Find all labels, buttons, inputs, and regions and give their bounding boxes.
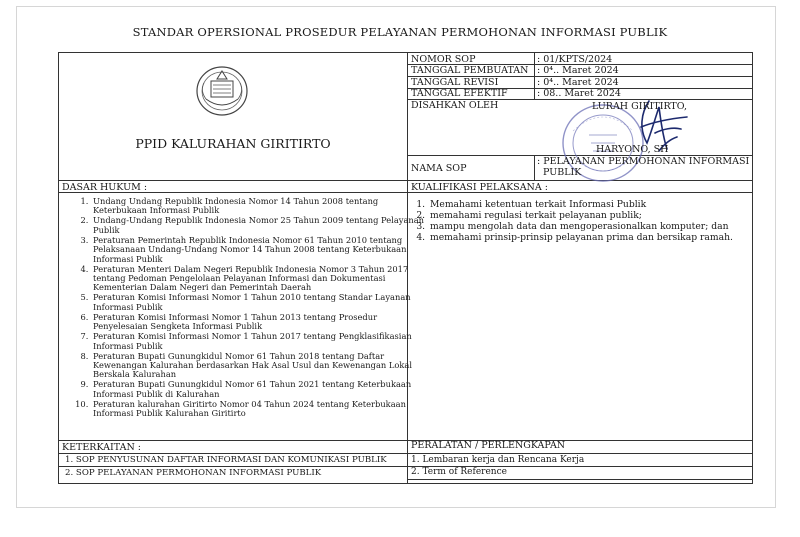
list-item: 1. Memahami ketentuan terkait Informasi Publik [428, 199, 758, 210]
organization-name: PPID KALURAHAN GIRITIRTO [135, 136, 331, 151]
kualifikasi-list [412, 199, 758, 243]
list-item: 8. Peraturan Bupati Gunungkidul Nomor 61 Tahun 2018 tentang Daftar Kewenangan Kalurahan berdasarkan Hak Asal Usul dan Kewenangan Lokal Berskala Kalurahan [91, 352, 433, 380]
sop-name-value-cont: PUBLIK [543, 167, 582, 178]
list-item: 7. Peraturan Komisi Informasi Nomor 1 Tahun 2017 tentang Pengklasifikasian Informasi Publik [91, 332, 433, 351]
list-item: 3. mampu mengolah data dan mengoperasionalkan komputer; dan [428, 221, 758, 232]
approval-position: LURAH GIRITIRTO, [592, 101, 688, 112]
approval-label: DISAHKAN OLEH [411, 100, 499, 111]
list-item: 3. Peraturan Pemerintah Republik Indonesia Nomor 61 Tahun 2010 tentang Pelaksanaan Undang-Undang Nomor 14 Tahun 2008 tentang Keterbukaan Informasi Publik [91, 236, 433, 264]
list-item: 4. Peraturan Menteri Dalam Negeri Republik Indonesia Nomor 3 Tahun 2017 tentang Pedoman Pengelolaan Pelayanan Informasi dan Dokumentasi Kementerian Dalam Negeri dan Pemerintah Daerah [91, 265, 433, 293]
meta-label-pembuatan: TANGGAL PEMBUATAN [411, 65, 529, 76]
peralatan-heading: PERALATAN / PERLENGKAPAN [411, 440, 566, 451]
sop-name-value: : PELAYANAN PERMOHONAN INFORMASI [537, 156, 750, 167]
dasar-hukum-heading: DASAR HUKUM : [62, 182, 148, 193]
sop-table [58, 52, 753, 484]
list-item: 5. Peraturan Komisi Informasi Nomor 1 Tahun 2010 tentang Standar Layanan Informasi Publik [91, 293, 433, 312]
list-item: 6. Peraturan Komisi Informasi Nomor 1 Tahun 2013 tentang Prosedur Penyelesaian Sengketa Informasi Publik [91, 313, 433, 332]
keterkaitan-heading: KETERKAITAN : [62, 442, 141, 453]
sop-name-label: NAMA SOP [411, 163, 467, 174]
meta-value-efektif: : 08.. Maret 2024 [537, 88, 621, 99]
approval-signer: HARYONO, SH [596, 144, 669, 155]
meta-value-pembuatan: : 0⁴.. Maret 2024 [537, 65, 619, 76]
peralatan-item-2: 2. Term of Reference [411, 467, 507, 477]
keterkaitan-item-1: 1. SOP PENYUSUNAN DAFTAR INFORMASI DAN KOMUNIKASI PUBLIK [65, 455, 387, 465]
list-item: 9. Peraturan Bupati Gunungkidul Nomor 61 Tahun 2021 tentang Keterbukaan Informasi Publik di Kalurahan [91, 380, 433, 399]
meta-value-nomor: : 01/KPTS/2024 [537, 54, 613, 65]
keterkaitan-item-2: 2. SOP PELAYANAN PERMOHONAN INFORMASI PUBLIK [65, 468, 322, 478]
meta-label-revisi: TANGGAL REVISI [411, 77, 499, 88]
meta-value-revisi: : 0⁴.. Maret 2024 [537, 77, 619, 88]
list-item: 2. Undang-Undang Republik Indonesia Nomor 25 Tahun 2009 tentang Pelayanan Publik [91, 216, 433, 235]
document-title: STANDAR OPERSIONAL PROSEDUR PELAYANAN PERMOHONAN INFORMASI PUBLIK [132, 25, 668, 39]
list-item: 1. Undang Undang Republik Indonesia Nomor 14 Tahun 2008 tentang Keterbukaan Informasi Publik [91, 197, 433, 216]
list-item: 4. memahami prinsip-prinsip pelayanan prima dan bersikap ramah. [428, 232, 758, 243]
meta-label-efektif: TANGGAL EFEKTIF [411, 88, 508, 99]
list-item: 2. memahami regulasi terkait pelayanan publik; [428, 210, 758, 221]
kualifikasi-heading: KUALIFIKASI PELAKSANA : [411, 182, 548, 193]
peralatan-item-1: 1. Lembaran kerja dan Rencana Kerja [411, 455, 585, 465]
dasar-hukum-list [63, 197, 433, 419]
kalurahan-emblem-icon [194, 63, 250, 117]
list-item: 10. Peraturan kalurahan Giritirto Nomor 04 Tahun 2024 tentang Keterbukaan Informasi Publik Kalurahan Giritirto [91, 400, 433, 419]
meta-label-nomor: NOMOR SOP [411, 54, 476, 65]
